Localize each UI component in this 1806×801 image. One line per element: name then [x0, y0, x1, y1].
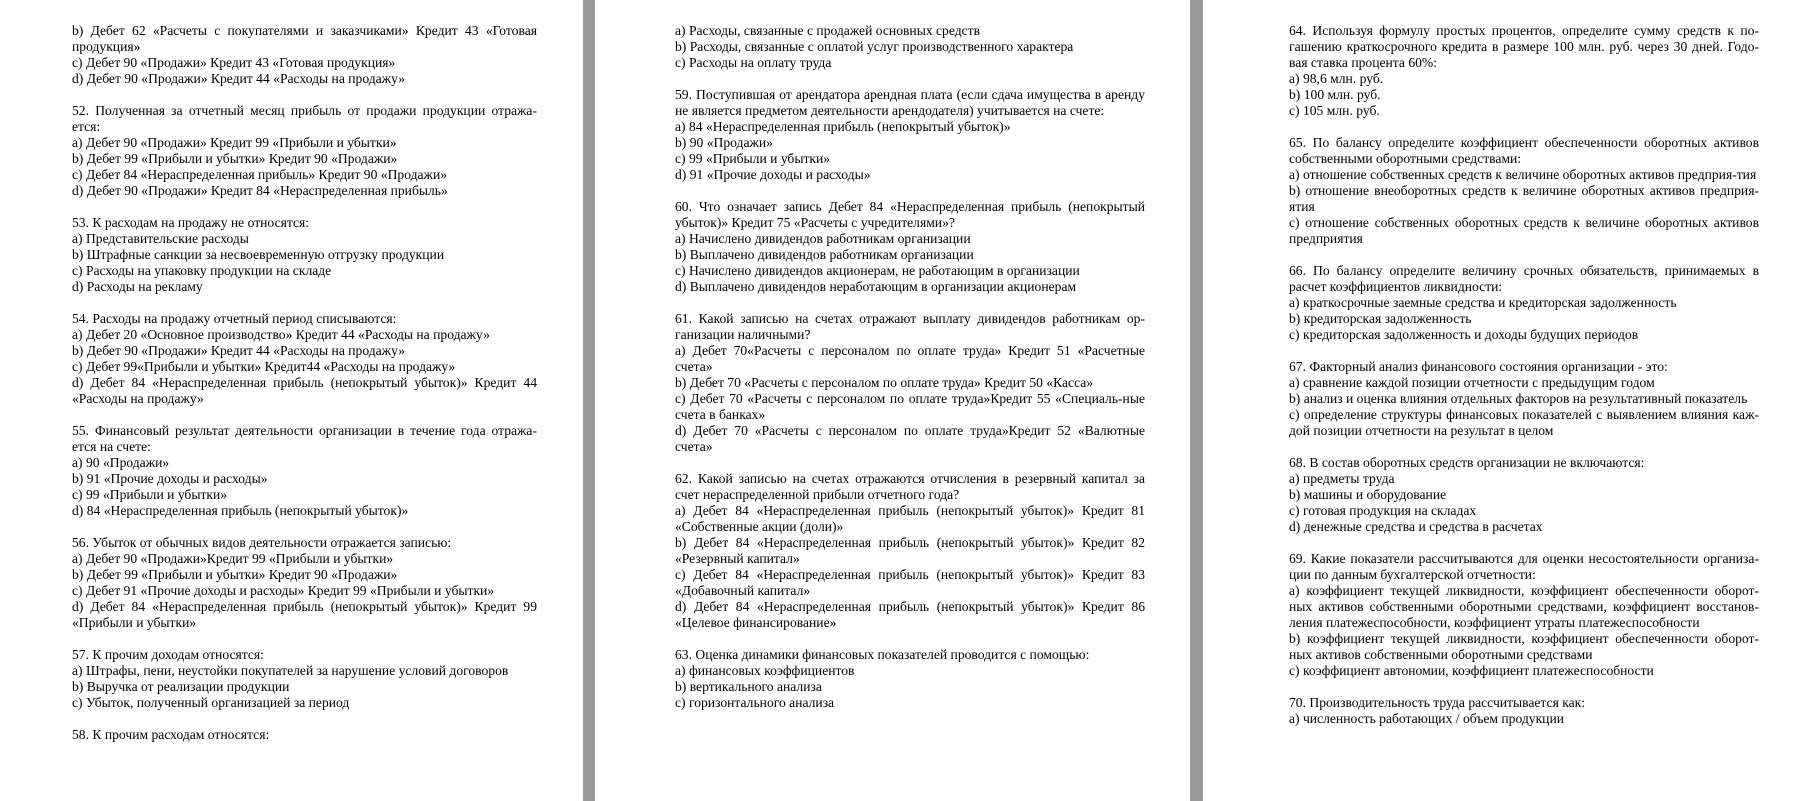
text-line: 56. Убыток от обычных видов деятельности отражается записью: — [72, 535, 452, 550]
document-page-2 — [595, 0, 1190, 801]
text-line: a) Дебет 84 «Нераспределенная прибыль (непокрытый убыток)» Кредит 81 «Собственные акции (доли)» — [675, 503, 1145, 534]
page-2-content — [675, 23, 1145, 727]
text-line: c) кредиторская задолженность и доходы будущих периодов — [1289, 327, 1639, 342]
text-line: d) Расходы на рекламу — [72, 279, 203, 294]
text-line: a) Штрафы, пени, неустойки покупателей за нарушение условий договоров — [72, 663, 509, 678]
question-block — [1289, 23, 1759, 119]
text-line: c) Дебет 84 «Нераспределенная прибыль (непокрытый убыток)» Кредит 83 «Добавочный капитал» — [675, 567, 1145, 598]
page-3-content — [1289, 23, 1759, 743]
text-line: a) финансовых коэффициентов — [675, 663, 855, 678]
text-line: 63. Оценка динамики финансовых показателей проводится с помощью: — [675, 647, 1090, 662]
question-block — [675, 647, 1145, 711]
text-line: d) Дебет 84 «Нераспределенная прибыль (непокрытый убыток)» Кредит 86 «Целевое финансирование» — [675, 599, 1145, 630]
text-line: 57. К прочим доходам относятся: — [72, 647, 264, 662]
question-block — [1289, 263, 1759, 343]
text-line: b) Штрафные санкции за несвоевременную отгрузку продукции — [72, 247, 445, 262]
text-line: a) Начислено дивидендов работникам организации — [675, 231, 971, 246]
text-line: d) Дебет 84 «Нераспределенная прибыль (непокрытый убыток)» Кредит 44 «Расходы на продажу» — [72, 375, 537, 406]
text-line: d) 84 «Нераспределенная прибыль (непокрытый убыток)» — [72, 503, 409, 518]
question-block — [72, 647, 537, 711]
question-block — [72, 215, 537, 295]
text-line: d) Дебет 90 «Продажи» Кредит 84 «Нераспределенная прибыль» — [72, 183, 448, 198]
text-line: a) Расходы, связанные с продажей основных средств — [675, 23, 981, 38]
text-line: b) Дебет 99 «Прибыли и убытки» Кредит 90 «Продажи» — [72, 151, 398, 166]
text-line: b) 100 млн. руб. — [1289, 87, 1381, 102]
text-line: 67. Факторный анализ финансового состояния организации - это: — [1289, 359, 1668, 374]
text-line: c) Дебет 90 «Продажи» Кредит 43 «Готовая продукция» — [72, 55, 396, 70]
text-line: c) 99 «Прибыли и убытки» — [675, 151, 831, 166]
text-line: b) Дебет 90 «Продажи» Кредит 44 «Расходы на продажу» — [72, 343, 405, 358]
text-line: a) Дебет 70«Расчеты с персоналом по оплате труда» Кредит 51 «Расчетные счета» — [675, 343, 1145, 374]
text-line: d) Дебет 90 «Продажи» Кредит 44 «Расходы на продажу» — [72, 71, 405, 86]
text-line: a) предметы труда — [1289, 471, 1395, 486]
text-line: b) Дебет 84 «Нераспределенная прибыль (непокрытый убыток)» Кредит 82 «Резервный капитал» — [675, 535, 1145, 566]
text-line: 68. В состав оборотных средств организации не включаются: — [1289, 455, 1645, 470]
text-line: b) машины и оборудование — [1289, 487, 1447, 502]
text-line: c) отношение собственных оборотных средств к величине оборотных активов предприятия — [1289, 215, 1759, 246]
text-line: c) 99 «Прибыли и убытки» — [72, 487, 228, 502]
text-line: c) Дебет 91 «Прочие доходы и расходы» Кредит 99 «Прибыли и убытки» — [72, 583, 495, 598]
text-line: 61. Какой записью на счетах отражают выплату дивидендов работникам ор-ганизации наличными? — [675, 311, 1145, 342]
text-line: c) готовая продукция на складах — [1289, 503, 1477, 518]
text-line: 69. Какие показатели рассчитываются для оценки несостоятельности организа-ции по данным бухгалтерской отчетности: — [1289, 551, 1759, 582]
text-line: 64. Используя формулу простых процентов, определите сумму средств к по-гашению краткосрочного кредита в размере 100 млн. руб. через 30 дней. Годо-вая ставка процента 60%: — [1289, 23, 1759, 70]
document-page-3 — [1203, 0, 1806, 801]
text-line: b) Дебет 70 «Расчеты с персоналом по оплате труда» Кредит 50 «Касса» — [675, 375, 1094, 390]
text-line: d) Выплачено дивидендов неработающим в организации акционерам — [675, 279, 1077, 294]
text-line: b) анализ и оценка влияния отдельных факторов на результативный показатель — [1289, 391, 1748, 406]
question-block — [675, 23, 1145, 71]
text-line: 59. Поступившая от арендатора арендная плата (если сдача имущества в аренду не является предметом деятельности арендодателя) учитывается на счете: — [675, 87, 1145, 118]
question-block — [1289, 695, 1759, 727]
text-line: a) численность работающих / объем продукции — [1289, 711, 1565, 726]
question-block — [72, 311, 537, 407]
text-line: c) Расходы на оплату труда — [675, 55, 832, 70]
text-line: a) Дебет 20 «Основное производство» Кредит 44 «Расходы на продажу» — [72, 327, 490, 342]
text-line: b) Дебет 99 «Прибыли и убытки» Кредит 90 «Продажи» — [72, 567, 398, 582]
question-block — [72, 423, 537, 519]
text-line: b) коэффициент текущей ликвидности, коэффициент обеспеченности оборот-ных активов собственными оборотными средствами — [1289, 631, 1759, 662]
text-line: b) 91 «Прочие доходы и расходы» — [72, 471, 268, 486]
question-block — [1289, 455, 1759, 535]
text-line: c) Дебет 99«Прибыли и убытки» Кредит44 «Расходы на продажу» — [72, 359, 456, 374]
text-line: 66. По балансу определите величину срочных обязательств, принимаемых в расчет коэффициентов ликвидности: — [1289, 263, 1759, 294]
document-page-1 — [0, 0, 583, 801]
text-line: b) Выплачено дивидендов работникам организации — [675, 247, 974, 262]
text-line: 54. Расходы на продажу отчетный период списываются: — [72, 311, 397, 326]
text-line: b) Расходы, связанные с оплатой услуг производственного характера — [675, 39, 1074, 54]
text-line: a) Представительские расходы — [72, 231, 249, 246]
text-line: b) Дебет 62 «Расчеты с покупателями и заказчиками» Кредит 43 «Готовая продукция» — [72, 23, 537, 54]
question-block — [1289, 551, 1759, 679]
text-line: d) Дебет 70 «Расчеты с персоналом по оплате труда»Кредит 52 «Валютные счета» — [675, 423, 1145, 454]
text-line: c) Начислено дивидендов акционерам, не работающим в организации — [675, 263, 1080, 278]
text-line: c) Дебет 84 «Нераспределенная прибыль» Кредит 90 «Продажи» — [72, 167, 448, 182]
text-line: 70. Производительность труда рассчитывается как: — [1289, 695, 1586, 710]
text-line: a) 98,6 млн. руб. — [1289, 71, 1384, 86]
text-line: 52. Полученная за отчетный месяц прибыль от продажи продукции отража-ется: — [72, 103, 537, 134]
text-line: d) денежные средства и средства в расчетах — [1289, 519, 1543, 534]
question-block — [1289, 359, 1759, 439]
question-block — [72, 535, 537, 631]
question-block — [72, 23, 537, 87]
text-line: c) Расходы на упаковку продукции на складе — [72, 263, 332, 278]
page-1-content — [72, 23, 537, 759]
text-line: a) Дебет 90 «Продажи» Кредит 99 «Прибыли и убытки» — [72, 135, 397, 150]
text-line: 55. Финансовый результат деятельности организации в течение года отража-ется на счете: — [72, 423, 537, 454]
text-line: 53. К расходам на продажу не относятся: — [72, 215, 310, 230]
text-line: a) сравнение каждой позиции отчетности с предыдущим годом — [1289, 375, 1655, 390]
text-line: c) определение структуры финансовых показателей с выявлением влияния каж-дой позиции отчетности на результат в целом — [1289, 407, 1759, 438]
text-line: b) отношение внеоборотных средств к величине оборотных активов предприя-ятия — [1289, 183, 1759, 214]
question-block — [675, 471, 1145, 631]
question-block — [1289, 135, 1759, 247]
question-block — [72, 727, 537, 743]
question-block — [72, 103, 537, 199]
text-line: d) Дебет 84 «Нераспределенная прибыль (непокрытый убыток)» Кредит 99 «Прибыли и убытки» — [72, 599, 537, 630]
text-line: a) Дебет 90 «Продажи»Кредит 99 «Прибыли и убытки» — [72, 551, 394, 566]
text-line: c) Дебет 70 «Расчеты с персоналом по оплате труда»Кредит 55 «Специаль-ные счета в банках» — [675, 391, 1145, 422]
question-block — [675, 199, 1145, 295]
text-line: b) кредиторская задолженность — [1289, 311, 1472, 326]
text-line: c) 105 млн. руб. — [1289, 103, 1380, 118]
text-line: b) Выручка от реализации продукции — [72, 679, 290, 694]
text-line: c) Убыток, полученный организацией за период — [72, 695, 350, 710]
text-line: b) 90 «Продажи» — [675, 135, 773, 150]
text-line: c) коэффициент автономии, коэффициент платежеспособности — [1289, 663, 1654, 678]
text-line: 60. Что означает запись Дебет 84 «Нераспределенная прибыль (непокрытый убыток)» Кредит 75 «Расчеты с учредителями»? — [675, 199, 1145, 230]
text-line: c) горизонтального анализа — [675, 695, 835, 710]
question-block — [675, 87, 1145, 183]
question-block — [675, 311, 1145, 455]
text-line: a) коэффициент текущей ликвидности, коэффициент обеспеченности оборот-ных активов собственными оборотными средствами, коэффициент восстанов-ления платежеспособности, коэффициент утраты платежеспособности — [1289, 583, 1759, 630]
text-line: 65. По балансу определите коэффициент обеспеченности оборотных активов собственными оборотными средствами: — [1289, 135, 1759, 166]
text-line: d) 91 «Прочие доходы и расходы» — [675, 167, 871, 182]
text-line: 62. Какой записью на счетах отражаются отчисления в резервный капитал за счет нераспределенной прибыли отчетного года? — [675, 471, 1145, 502]
text-line: a) краткосрочные заемные средства и кредиторская задолженность — [1289, 295, 1677, 310]
text-line: a) отношение собственных средств к величине оборотных активов предприя-тия — [1289, 167, 1757, 182]
text-line: a) 90 «Продажи» — [72, 455, 170, 470]
text-line: a) 84 «Нераспределенная прибыль (непокрытый убыток)» — [675, 119, 1011, 134]
text-line: b) вертикального анализа — [675, 679, 822, 694]
text-line: 58. К прочим расходам относятся: — [72, 727, 270, 742]
